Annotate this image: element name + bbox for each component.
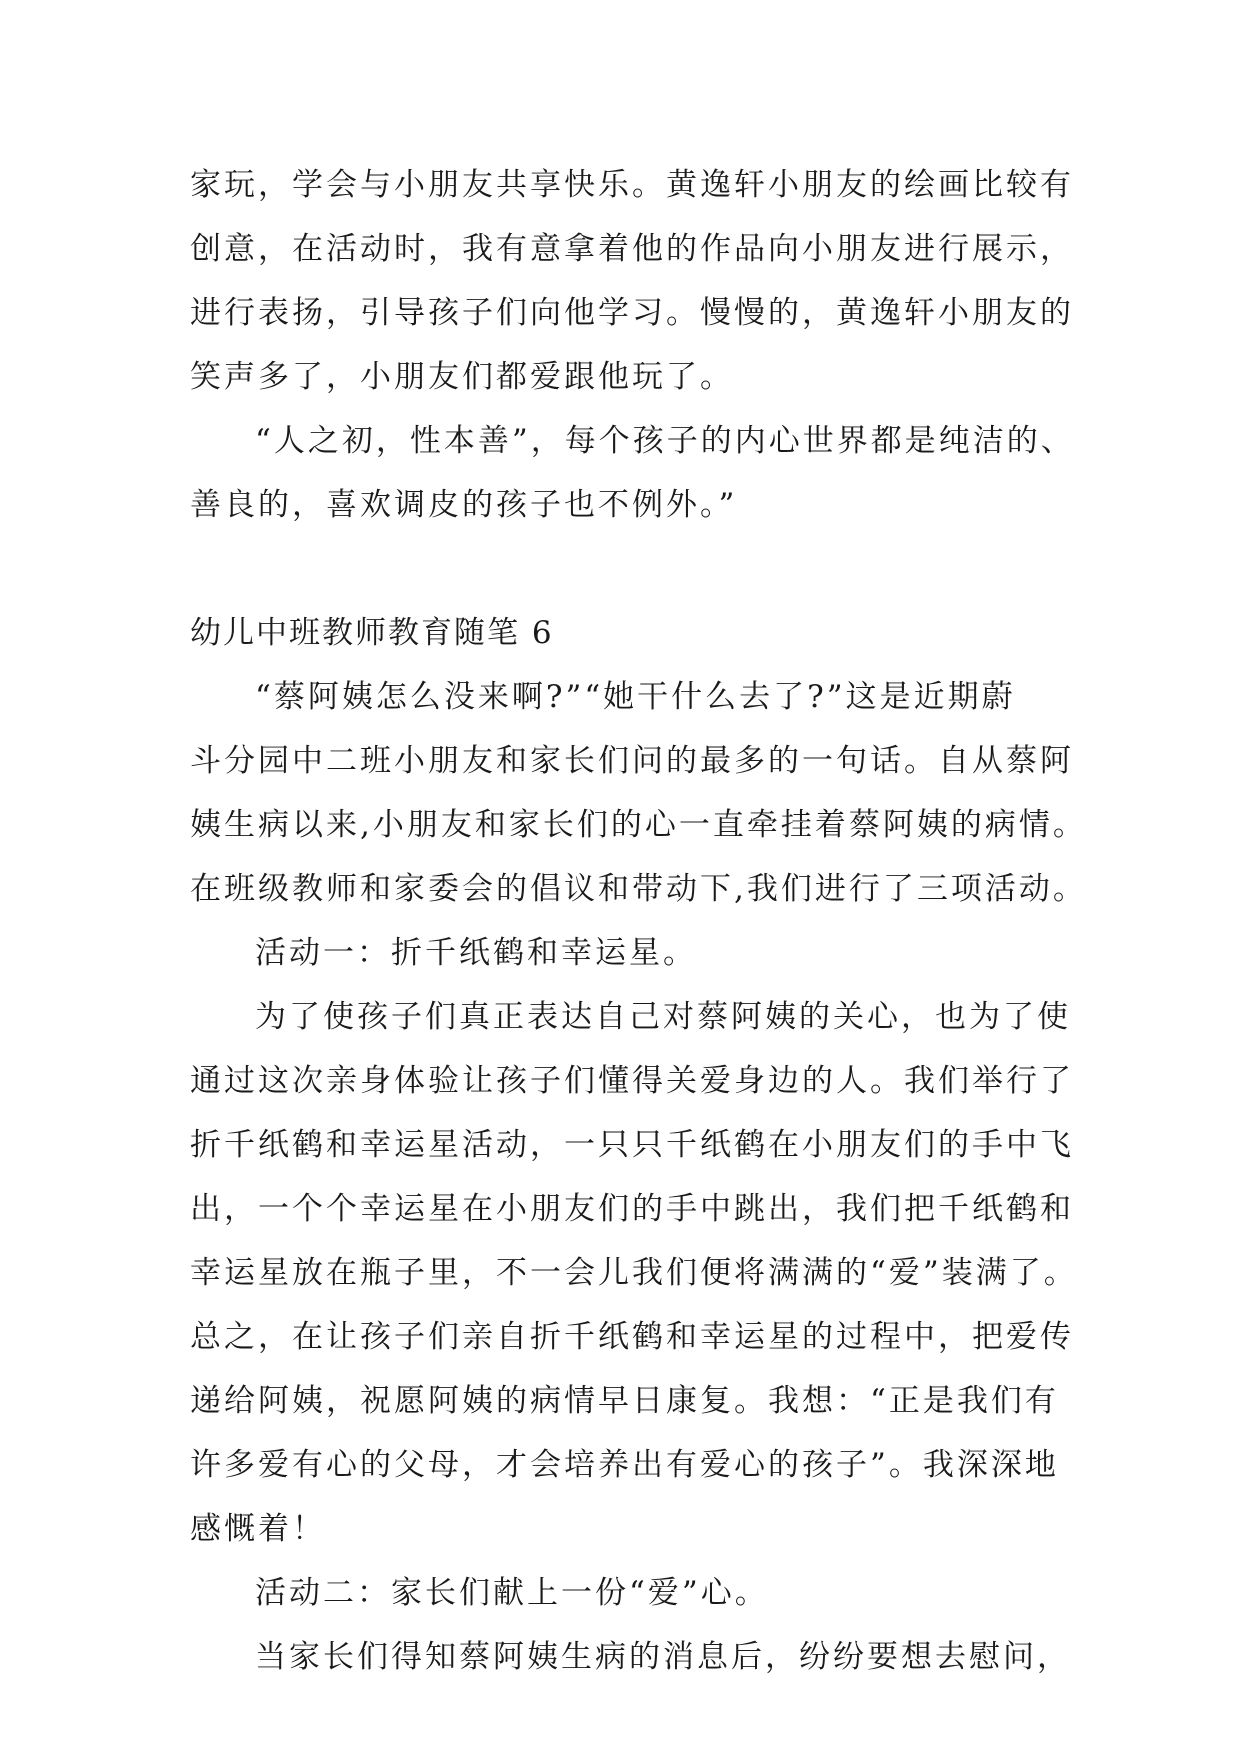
- paragraph-line: 为了使孩子们真正表达自己对蔡阿姨的关心，也为了使: [255, 999, 1071, 1035]
- paragraph-line: 幸运星放在瓶子里，不一会儿我们便将满满的“爱”装满了。: [190, 1255, 1078, 1291]
- paragraph-line: 笑声多了，小朋友们都爱跟他玩了。: [190, 359, 734, 395]
- paragraph-line: 总之，在让孩子们亲自折千纸鹤和幸运星的过程中，把爱传: [190, 1319, 1074, 1355]
- section-heading: 幼儿中班教师教育随笔 6: [190, 615, 554, 651]
- paragraph-line: 创意，在活动时，我有意拿着他的作品向小朋友进行展示，: [190, 231, 1074, 267]
- paragraph-line: 感慨着！: [190, 1511, 326, 1547]
- paragraph-line: 进行表扬，引导孩子们向他学习。慢慢的，黄逸轩小朋友的: [190, 295, 1074, 331]
- paragraph-line: 折千纸鹤和幸运星活动，一只只千纸鹤在小朋友们的手中飞: [190, 1127, 1074, 1163]
- paragraph-line: 递给阿姨，祝愿阿姨的病情早日康复。我想：“正是我们有: [190, 1383, 1059, 1419]
- paragraph-line: 善良的，喜欢调皮的孩子也不例外。”: [190, 487, 738, 523]
- paragraph-line: 斗分园中二班小朋友和家长们问的最多的一句话。自从蔡阿: [190, 743, 1074, 779]
- paragraph-line: 家玩，学会与小朋友共享快乐。黄逸轩小朋友的绘画比较有: [190, 167, 1074, 203]
- paragraph-line: 在班级教师和家委会的倡议和带动下,我们进行了三项活动。: [190, 871, 1087, 907]
- paragraph-line: 当家长们得知蔡阿姨生病的消息后，纷纷要想去慰问，: [255, 1639, 1071, 1675]
- paragraph-line: 出，一个个幸运星在小朋友们的手中跳出，我们把千纸鹤和: [190, 1191, 1074, 1227]
- paragraph-line: “人之初，性本善”，每个孩子的内心世界都是纯洁的、: [255, 423, 1075, 459]
- paragraph-line: 许多爱有心的父母，才会培养出有爱心的孩子”。我深深地: [190, 1447, 1059, 1483]
- paragraph-line: “蔡阿姨怎么没来啊?”“她干什么去了?”这是近期蔚: [255, 679, 1016, 715]
- paragraph-line: 通过这次亲身体验让孩子们懂得关爱身边的人。我们举行了: [190, 1063, 1074, 1099]
- activity-heading: 活动一：折千纸鹤和幸运星。: [255, 935, 697, 971]
- activity-heading: 活动二：家长们献上一份“爱”心。: [255, 1575, 769, 1611]
- paragraph-line: 姨生病以来,小朋友和家长们的心一直牵挂着蔡阿姨的病情。: [190, 807, 1087, 843]
